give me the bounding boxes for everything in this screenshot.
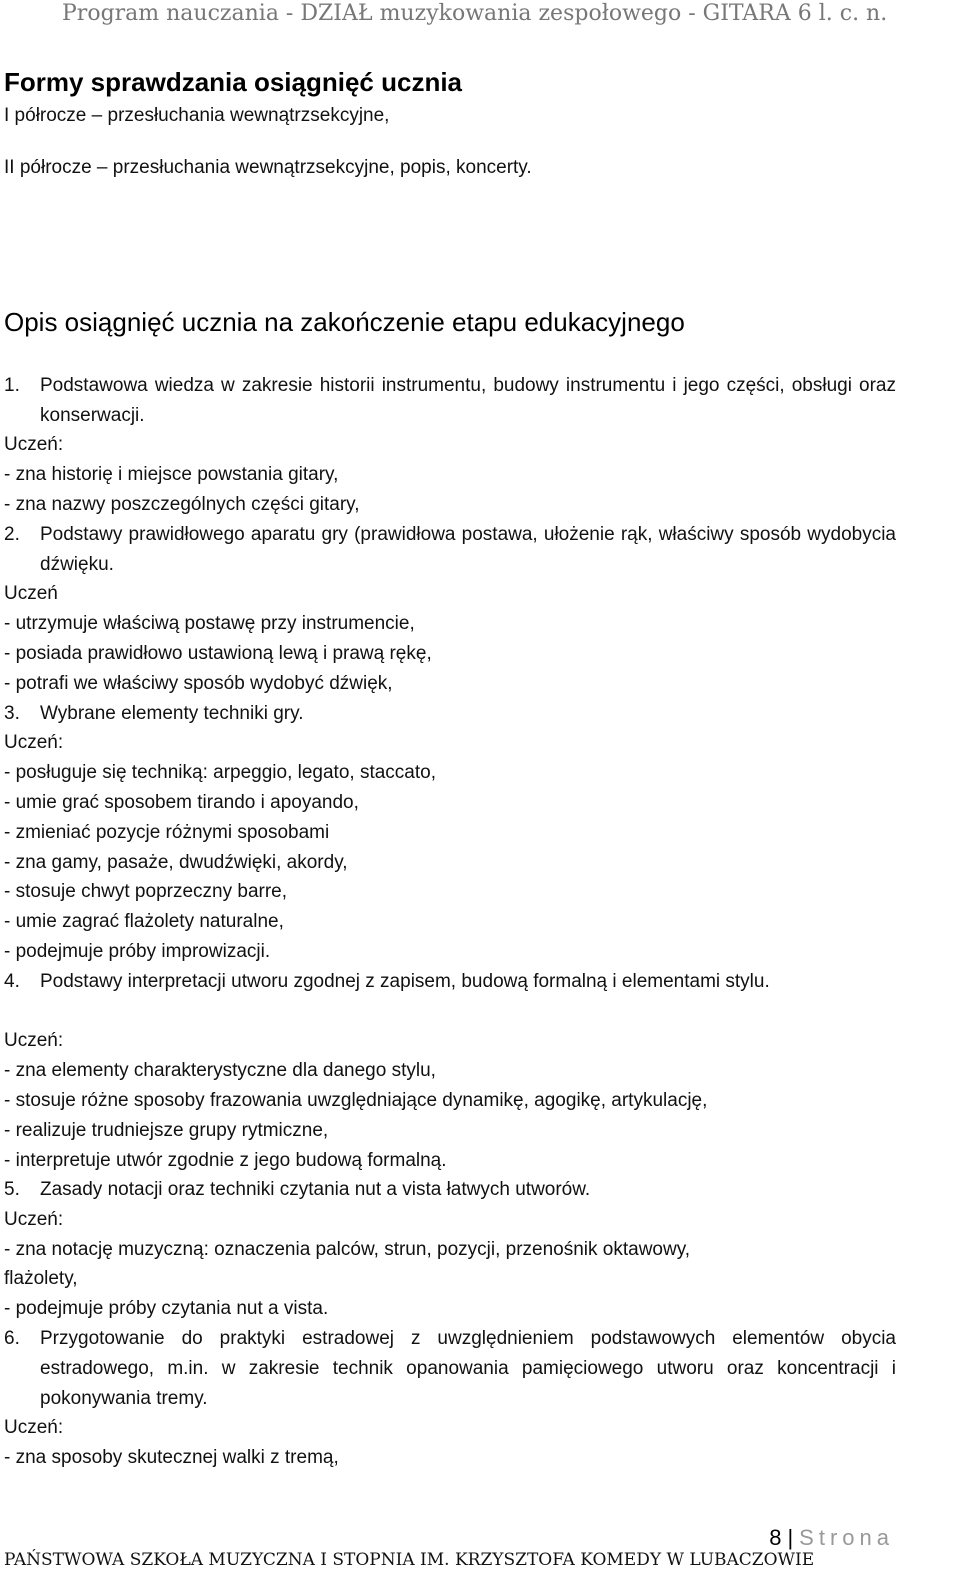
assessment-line-1: I półrocze – przesłuchania wewnątrzsekcyjne, — [4, 105, 390, 126]
student-label: Uczeń: — [4, 1417, 64, 1438]
bullet-line: - zna historię i miejsce powstania gitary, — [4, 464, 339, 485]
page-word: Strona — [799, 1525, 894, 1550]
item-text: Przygotowanie do praktyki estradowej z uwzględnieniem podstawowych elementów obycia estradowego, m.in. w zakresie technik opanowania pamięciowego utworu oraz koncentracji i pokonywania tremy. — [40, 1328, 896, 1409]
bullet-line: - podejmuje próby improwizacji. — [4, 941, 271, 962]
bullet-line: - zna sposoby skutecznej walki z tremą, — [4, 1447, 339, 1468]
assessment-line-2: II półrocze – przesłuchania wewnątrzsekcyjne, popis, koncerty. — [4, 157, 532, 178]
item-text: Podstawy interpretacji utworu zgodnej z zapisem, budową formalną i elementami stylu. — [40, 971, 770, 992]
item-number: 4. — [4, 971, 20, 992]
numbered-item-2 — [4, 520, 896, 580]
student-label: Uczeń: — [4, 434, 64, 455]
student-label: Uczeń — [4, 583, 58, 604]
school-footer: PAŃSTWOWA SZKOŁA MUZYCZNA I STOPNIA IM. KRZYSZTOFA KOMEDY W LUBACZOWIE — [4, 1550, 815, 1570]
numbered-item-1 — [4, 371, 896, 431]
item-text: Wybrane elementy techniki gry. — [40, 703, 304, 724]
page-separator: | — [787, 1525, 794, 1550]
bullet-line: - umie zagrać flażolety naturalne, — [4, 911, 284, 932]
student-label: Uczeń: — [4, 732, 64, 753]
numbered-item-3 — [4, 699, 896, 729]
item-number: 3. — [4, 703, 20, 724]
numbered-item-4 — [4, 967, 896, 997]
item-text: Zasady notacji oraz techniki czytania nut a vista łatwych utworów. — [40, 1179, 591, 1200]
bullet-line: - zmieniać pozycje różnymi sposobami — [4, 822, 330, 843]
bullet-line: - zna nazwy poszczególnych części gitary, — [4, 494, 360, 515]
bullet-line: - potrafi we właściwy sposób wydobyć dźwięk, — [4, 673, 393, 694]
item-number: 2. — [4, 524, 20, 545]
bullet-line: - stosuje chwyt poprzeczny barre, — [4, 881, 288, 902]
bullet-line: - posiada prawidłowo ustawioną lewą i prawą rękę, — [4, 643, 432, 664]
section-heading-achievements: Opis osiągnięć ucznia na zakończenie etapu edukacyjnego — [4, 307, 685, 337]
numbered-item-6 — [4, 1324, 896, 1414]
bullet-line: - realizuje trudniejsze grupy rytmiczne, — [4, 1120, 329, 1141]
bullet-line: - utrzymuje właściwą postawę przy instrumencie, — [4, 613, 415, 634]
bullet-line: - posługuje się techniką: arpeggio, legato, staccato, — [4, 762, 436, 783]
numbered-item-5 — [4, 1175, 896, 1205]
bullet-line: - zna elementy charakterystyczne dla danego stylu, — [4, 1060, 436, 1081]
bullet-line: - podejmuje próby czytania nut a vista. — [4, 1298, 329, 1319]
section-heading-assessment: Formy sprawdzania osiągnięć ucznia — [4, 67, 463, 97]
bullet-line: - zna notację muzyczną: oznaczenia palców, strun, pozycji, przenośnik oktawowy, — [4, 1239, 691, 1260]
bullet-line: - stosuje różne sposoby frazowania uwzględniające dynamikę, agogikę, artykulację, — [4, 1090, 708, 1111]
student-label: Uczeń: — [4, 1030, 64, 1051]
bullet-line: - umie grać sposobem tirando i apoyando, — [4, 792, 359, 813]
bullet-line: - interpretuje utwór zgodnie z jego budową formalną. — [4, 1150, 447, 1171]
student-label: Uczeń: — [4, 1209, 64, 1230]
item-number: 5. — [4, 1179, 20, 1200]
item-number: 6. — [4, 1328, 20, 1349]
bullet-line: - zna gamy, pasaże, dwudźwięki, akordy, — [4, 852, 348, 873]
item-text: Podstawowa wiedza w zakresie historii instrumentu, budowy instrumentu i jego części, obsługi oraz konserwacji. — [40, 375, 896, 426]
page-number-value: 8 — [769, 1525, 782, 1550]
bullet-line: flażolety, — [4, 1268, 78, 1289]
item-text: Podstawy prawidłowego aparatu gry (prawidłowa postawa, ułożenie rąk, właściwy sposób wydobycia dźwięku. — [40, 524, 896, 575]
running-header: Program nauczania - DZIAŁ muzykowania zespołowego - GITARA 6 l. c. n. — [62, 1, 888, 26]
item-number: 1. — [4, 375, 20, 396]
